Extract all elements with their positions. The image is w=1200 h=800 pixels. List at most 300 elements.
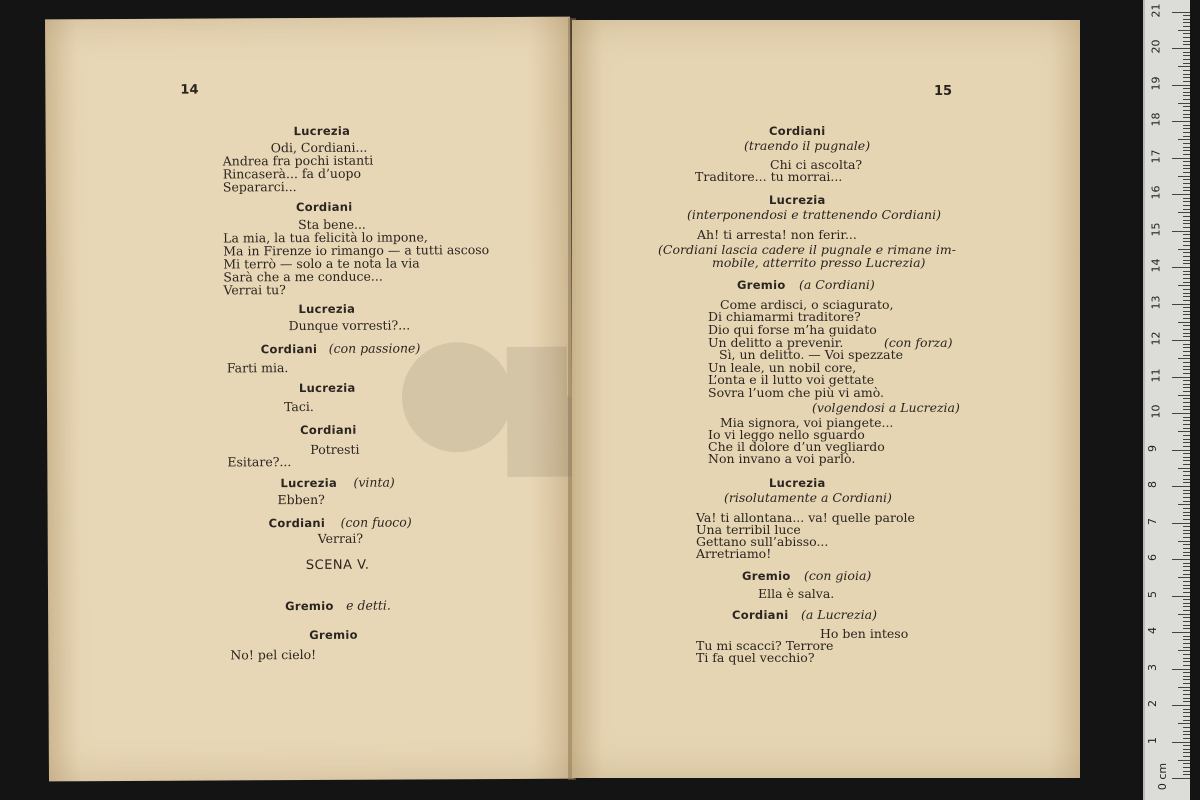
character-name: Gremio bbox=[285, 598, 334, 614]
verse-line: Arretriamo! bbox=[696, 546, 772, 561]
ruler-label: 17 bbox=[1149, 149, 1163, 163]
ruler-tick bbox=[1172, 742, 1190, 743]
ruler-tick bbox=[1183, 252, 1190, 253]
ruler-tick bbox=[1183, 606, 1190, 607]
ruler-tick bbox=[1183, 201, 1190, 202]
ruler-tick bbox=[1183, 701, 1190, 702]
verse-line: La mia, la tua felicità lo impone, bbox=[223, 229, 428, 246]
character-name: Cordiani bbox=[769, 124, 826, 138]
ruler-tick bbox=[1183, 530, 1190, 531]
verse-line: Una terribil luce bbox=[696, 522, 801, 537]
ruler-tick bbox=[1183, 683, 1190, 684]
ruler-tick bbox=[1172, 705, 1190, 706]
ruler-tick bbox=[1178, 322, 1190, 323]
stage-direction: (vinta) bbox=[353, 474, 395, 490]
ruler-tick bbox=[1183, 435, 1190, 436]
ruler-tick bbox=[1183, 329, 1190, 330]
ruler-tick bbox=[1183, 402, 1190, 403]
ruler-tick bbox=[1183, 745, 1190, 746]
ruler-tick bbox=[1183, 749, 1190, 750]
stage-direction: (con fuoco) bbox=[340, 514, 412, 530]
ruler-tick bbox=[1183, 22, 1190, 23]
ruler-tick bbox=[1183, 59, 1190, 60]
ruler-tick bbox=[1183, 311, 1190, 312]
ruler-tick bbox=[1183, 150, 1190, 151]
ruler-tick bbox=[1178, 614, 1190, 615]
ruler-tick bbox=[1183, 74, 1190, 75]
ruler-tick bbox=[1183, 318, 1190, 319]
ruler-tick bbox=[1183, 132, 1190, 133]
ruler-tick bbox=[1183, 15, 1190, 16]
ruler-tick bbox=[1183, 453, 1190, 454]
verse-line: Separarci... bbox=[222, 179, 297, 195]
verse-line: Verrai tu? bbox=[223, 282, 286, 298]
ruler-tick bbox=[1183, 519, 1190, 520]
ruler-label: 5 bbox=[1146, 590, 1159, 598]
ruler-tick bbox=[1183, 355, 1190, 356]
ruler-tick bbox=[1183, 387, 1190, 388]
ruler-tick bbox=[1183, 271, 1190, 272]
verse-line: Di chiamarmi traditore? bbox=[708, 309, 861, 324]
ruler-tick bbox=[1183, 314, 1190, 315]
ruler-tick bbox=[1172, 48, 1190, 49]
ruler-tick bbox=[1183, 763, 1190, 764]
verse-line: Ma in Firenze io rimango — a tutti ascoso bbox=[223, 242, 490, 259]
ruler-tick bbox=[1183, 380, 1190, 381]
ruler-tick bbox=[1183, 117, 1190, 118]
ruler-tick bbox=[1183, 362, 1190, 363]
ruler-label: 8 bbox=[1146, 481, 1159, 488]
ruler-tick bbox=[1183, 168, 1190, 169]
ruler-tick bbox=[1183, 161, 1190, 162]
verse-line: Ebben? bbox=[277, 491, 325, 508]
ruler-tick bbox=[1183, 636, 1190, 637]
character-name: Lucrezia bbox=[293, 123, 351, 139]
ruler-tick bbox=[1183, 110, 1190, 111]
ruler-tick bbox=[1183, 366, 1190, 367]
character-name: Lucrezia bbox=[298, 380, 356, 396]
ruler-tick bbox=[1172, 669, 1190, 670]
ruler-tick bbox=[1183, 223, 1190, 224]
ruler-tick bbox=[1183, 515, 1190, 516]
verse-line: Ella è salva. bbox=[758, 586, 835, 601]
stage-direction: (traendo il pugnale) bbox=[744, 138, 871, 153]
ruler-tick bbox=[1172, 121, 1190, 122]
ruler-tick bbox=[1183, 621, 1190, 622]
ruler-label: 15 bbox=[1149, 222, 1163, 236]
ruler-tick bbox=[1183, 658, 1190, 659]
ruler-tick bbox=[1172, 12, 1190, 13]
ruler-tick bbox=[1183, 720, 1190, 721]
ruler-tick bbox=[1172, 377, 1190, 378]
stage-direction: (Cordiani lascia cadere il pugnale e rimane im- bbox=[658, 242, 956, 257]
ruler-tick bbox=[1183, 369, 1190, 370]
ruler-tick bbox=[1183, 464, 1190, 465]
ruler-tick bbox=[1183, 501, 1190, 502]
ruler-label: 4 bbox=[1146, 627, 1159, 634]
stage-direction: (volgendosi a Lucrezia) bbox=[812, 400, 960, 415]
ruler-tick bbox=[1183, 409, 1190, 410]
ruler-tick bbox=[1183, 263, 1190, 264]
ruler-tick bbox=[1183, 690, 1190, 691]
ruler-tick bbox=[1183, 672, 1190, 673]
stage-direction: (interponendosi e trattenendo Cordiani) bbox=[687, 207, 941, 222]
ruler-label: 18 bbox=[1149, 112, 1163, 127]
ruler-tick bbox=[1178, 30, 1190, 31]
verse-line: Va! ti allontana... va! quelle parole bbox=[696, 510, 915, 525]
verse-line: Rincaserà... fa d’uopo bbox=[222, 165, 362, 182]
ruler-tick bbox=[1183, 738, 1190, 739]
ruler-tick bbox=[1172, 523, 1190, 524]
ruler-tick bbox=[1183, 37, 1190, 38]
ruler-tick bbox=[1183, 460, 1190, 461]
ruler-tick bbox=[1183, 694, 1190, 695]
character-name: Lucrezia bbox=[769, 193, 826, 207]
verse-line: Traditore... tu morrai... bbox=[695, 169, 843, 184]
measurement-ruler bbox=[1143, 0, 1190, 800]
ruler-label: 21 bbox=[1149, 3, 1163, 17]
ruler-tick bbox=[1183, 537, 1190, 538]
ruler-tick bbox=[1178, 103, 1190, 104]
ruler-tick bbox=[1183, 727, 1190, 728]
left-page bbox=[45, 17, 574, 782]
ruler-tick bbox=[1183, 424, 1190, 425]
ruler-tick bbox=[1178, 723, 1190, 724]
ruler-tick bbox=[1183, 70, 1190, 71]
ruler-tick bbox=[1172, 158, 1190, 159]
ruler-tick bbox=[1183, 92, 1190, 93]
verse-line: Sì, un delitto. — Voi spezzate bbox=[719, 347, 903, 362]
ruler-tick bbox=[1183, 205, 1190, 206]
verse-line: Ah! ti arresta! non ferir... bbox=[697, 227, 857, 242]
ruler-label: 19 bbox=[1149, 76, 1163, 90]
ruler-tick bbox=[1183, 190, 1190, 191]
verse-line: No! pel cielo! bbox=[230, 646, 317, 663]
ruler-label: 13 bbox=[1149, 295, 1163, 309]
verse-line: Andrea fra pochi istanti bbox=[222, 152, 374, 169]
ruler-tick bbox=[1183, 209, 1190, 210]
ruler-tick bbox=[1183, 325, 1190, 326]
ruler-tick bbox=[1183, 574, 1190, 575]
verse-line: Non invano a voi parlò. bbox=[708, 451, 856, 466]
ruler-tick bbox=[1183, 227, 1190, 228]
ruler-tick bbox=[1178, 541, 1190, 542]
ruler-label: 6 bbox=[1146, 554, 1159, 561]
ruler-label: 7 bbox=[1146, 517, 1159, 525]
ruler-tick bbox=[1183, 274, 1190, 275]
verse-line: Gettano sull’abisso... bbox=[696, 534, 829, 549]
ruler-tick bbox=[1183, 442, 1190, 443]
ruler-tick bbox=[1183, 512, 1190, 513]
ruler-tick bbox=[1183, 508, 1190, 509]
ruler-tick bbox=[1183, 479, 1190, 480]
ruler-label: 2 bbox=[1146, 700, 1159, 707]
ruler-label: 12 bbox=[1149, 331, 1163, 346]
ruler-tick bbox=[1183, 752, 1190, 753]
ruler-tick bbox=[1183, 384, 1190, 385]
ruler-tick bbox=[1183, 628, 1190, 629]
ruler-tick bbox=[1183, 420, 1190, 421]
ruler-tick bbox=[1183, 417, 1190, 418]
verse-line: Esitare?... bbox=[227, 454, 292, 470]
right-page bbox=[572, 20, 1080, 778]
ruler-tick bbox=[1172, 559, 1190, 560]
ruler-tick bbox=[1183, 398, 1190, 399]
ruler-tick bbox=[1172, 267, 1190, 268]
ruler-tick bbox=[1183, 771, 1190, 772]
ruler-tick bbox=[1183, 552, 1190, 553]
character-name: Cordiani bbox=[732, 608, 789, 622]
character-name: Lucrezia bbox=[298, 301, 356, 317]
ruler-tick bbox=[1178, 650, 1190, 651]
ruler-tick bbox=[1172, 450, 1190, 451]
ruler-tick bbox=[1183, 143, 1190, 144]
character-name: Gremio bbox=[737, 278, 786, 292]
ruler-tick bbox=[1172, 413, 1190, 414]
ruler-tick bbox=[1183, 351, 1190, 352]
page-number: 15 bbox=[934, 84, 953, 99]
ruler-tick bbox=[1183, 490, 1190, 491]
ruler-label: 1 bbox=[1146, 736, 1159, 744]
ruler-tick bbox=[1183, 585, 1190, 586]
character-name: Cordiani bbox=[295, 199, 353, 215]
ruler-tick bbox=[1183, 216, 1190, 217]
verse-line: Che il dolore d’un vegliardo bbox=[708, 439, 885, 454]
ruler-tick bbox=[1183, 709, 1190, 710]
ruler-tick bbox=[1178, 212, 1190, 213]
ruler-tick bbox=[1183, 147, 1190, 148]
stage-direction: e detti. bbox=[346, 597, 391, 613]
ruler-tick bbox=[1183, 154, 1190, 155]
ruler-tick bbox=[1183, 19, 1190, 20]
ruler-tick bbox=[1183, 172, 1190, 173]
ruler-tick bbox=[1178, 687, 1190, 688]
verse-line: Sovra l’uom che più vi amò. bbox=[708, 385, 884, 400]
verse-line: Ti fa quel vecchio? bbox=[696, 650, 815, 665]
ruler-tick bbox=[1178, 66, 1190, 67]
ruler-tick bbox=[1183, 198, 1190, 199]
ruler-tick bbox=[1183, 41, 1190, 42]
verse-line: Farti mia. bbox=[226, 360, 289, 376]
character-name: Cordiani bbox=[260, 341, 318, 357]
ruler-label: 0 cm bbox=[1156, 762, 1170, 791]
ruler-tick bbox=[1183, 588, 1190, 589]
ruler-tick bbox=[1183, 44, 1190, 45]
ruler-tick bbox=[1178, 285, 1190, 286]
ruler-tick bbox=[1183, 716, 1190, 717]
ruler-label: 11 bbox=[1149, 368, 1163, 382]
ruler-tick bbox=[1183, 63, 1190, 64]
ruler-tick bbox=[1183, 256, 1190, 257]
ruler-tick bbox=[1183, 566, 1190, 567]
ruler-tick bbox=[1183, 106, 1190, 107]
character-name: Cordiani bbox=[268, 515, 326, 531]
ruler-tick bbox=[1183, 698, 1190, 699]
ruler-tick bbox=[1178, 139, 1190, 140]
ruler-tick bbox=[1183, 293, 1190, 294]
ruler-tick bbox=[1183, 493, 1190, 494]
stage-direction: (risolutamente a Cordiani) bbox=[724, 490, 892, 505]
ruler-tick bbox=[1172, 596, 1190, 597]
stage-direction: (a Cordiani) bbox=[799, 277, 875, 292]
ruler-tick bbox=[1183, 654, 1190, 655]
verse-line: Un delitto a prevenir. bbox=[708, 335, 844, 350]
verse-line: Verrai? bbox=[317, 530, 364, 546]
ruler-label: 10 bbox=[1149, 404, 1163, 419]
ruler-tick bbox=[1172, 486, 1190, 487]
verse-line: Chi ci ascolta? bbox=[770, 157, 863, 172]
ruler-tick bbox=[1183, 639, 1190, 640]
ruler-tick bbox=[1183, 187, 1190, 188]
ruler-tick bbox=[1183, 391, 1190, 392]
ruler-tick bbox=[1183, 457, 1190, 458]
character-name: Cordiani bbox=[300, 422, 357, 438]
page-number: 14 bbox=[180, 82, 199, 98]
ruler-tick bbox=[1183, 260, 1190, 261]
ruler-tick bbox=[1183, 676, 1190, 677]
ruler-tick bbox=[1183, 26, 1190, 27]
ruler-tick bbox=[1178, 577, 1190, 578]
character-name: Lucrezia bbox=[769, 476, 826, 490]
ruler-tick bbox=[1183, 52, 1190, 53]
verse-line: Sta bene... bbox=[298, 216, 366, 233]
verse-line: Sarà che a me conduce... bbox=[223, 268, 383, 285]
ruler-tick bbox=[1183, 734, 1190, 735]
ruler-tick bbox=[1183, 599, 1190, 600]
ruler-tick bbox=[1172, 194, 1190, 195]
stage-direction: (con forza) bbox=[884, 335, 953, 350]
ruler-label: 16 bbox=[1149, 185, 1163, 200]
ruler-tick bbox=[1183, 570, 1190, 571]
ruler-tick bbox=[1183, 482, 1190, 483]
ruler-tick bbox=[1183, 241, 1190, 242]
ruler-tick bbox=[1183, 183, 1190, 184]
ruler-tick bbox=[1183, 55, 1190, 56]
verse-line: Dio qui forse m’ha guidato bbox=[708, 322, 877, 337]
ruler-tick bbox=[1183, 33, 1190, 34]
ruler-tick bbox=[1183, 756, 1190, 757]
ruler-tick bbox=[1183, 296, 1190, 297]
ruler-tick bbox=[1183, 278, 1190, 279]
ruler-label: 20 bbox=[1149, 39, 1163, 54]
ruler-tick bbox=[1183, 114, 1190, 115]
verse-line: Odi, Cordiani... bbox=[270, 139, 368, 156]
scene-heading: SCENA V. bbox=[305, 557, 370, 574]
verse-line: Come ardisci, o sciagurato, bbox=[720, 297, 894, 312]
ruler-tick bbox=[1183, 767, 1190, 768]
ruler-tick bbox=[1178, 760, 1190, 761]
ruler-tick bbox=[1183, 234, 1190, 235]
ruler-tick bbox=[1183, 439, 1190, 440]
verse-line: Tu mi scacci? Terrore bbox=[696, 638, 834, 653]
verse-line: Taci. bbox=[284, 398, 314, 415]
ruler-tick bbox=[1183, 406, 1190, 407]
ruler-tick bbox=[1183, 282, 1190, 283]
ruler-tick bbox=[1183, 661, 1190, 662]
ruler-tick bbox=[1172, 778, 1190, 779]
ruler-tick bbox=[1183, 289, 1190, 290]
ruler-tick bbox=[1183, 307, 1190, 308]
ruler-tick bbox=[1183, 526, 1190, 527]
ruler-tick bbox=[1183, 446, 1190, 447]
ruler-tick bbox=[1183, 99, 1190, 100]
ruler-tick bbox=[1183, 300, 1190, 301]
ruler-tick bbox=[1183, 774, 1190, 775]
ruler-tick bbox=[1183, 136, 1190, 137]
ruler-tick bbox=[1178, 358, 1190, 359]
ruler-tick bbox=[1183, 731, 1190, 732]
ruler-tick bbox=[1183, 679, 1190, 680]
ruler-label: 9 bbox=[1146, 444, 1159, 452]
ruler-tick bbox=[1183, 555, 1190, 556]
ruler-tick bbox=[1178, 395, 1190, 396]
ruler-tick bbox=[1172, 304, 1190, 305]
ruler-tick bbox=[1183, 344, 1190, 345]
verse-line: Ho ben inteso bbox=[820, 626, 909, 641]
ruler-tick bbox=[1183, 128, 1190, 129]
verse-line: Dunque vorresti?... bbox=[288, 317, 411, 334]
stage-direction: mobile, atterrito presso Lucrezia) bbox=[712, 255, 926, 270]
verse-line: Mia signora, voi piangete... bbox=[720, 415, 894, 430]
verse-line: Io vi leggo nello sguardo bbox=[708, 427, 865, 442]
verse-line: Un leale, un nobil core, bbox=[708, 360, 857, 375]
ruler-tick bbox=[1183, 592, 1190, 593]
ruler-tick bbox=[1183, 625, 1190, 626]
ruler-tick bbox=[1183, 125, 1190, 126]
ruler-tick bbox=[1183, 544, 1190, 545]
ruler-tick bbox=[1183, 617, 1190, 618]
ruler-tick bbox=[1183, 179, 1190, 180]
stage-direction: (con passione) bbox=[328, 340, 421, 356]
character-name: Lucrezia bbox=[280, 475, 338, 491]
ruler-tick bbox=[1183, 603, 1190, 604]
ruler-label: 14 bbox=[1149, 258, 1163, 273]
ruler-tick bbox=[1172, 231, 1190, 232]
stage-direction: (con gioia) bbox=[804, 568, 872, 583]
ruler-tick bbox=[1178, 176, 1190, 177]
ruler-tick bbox=[1183, 610, 1190, 611]
ruler-tick bbox=[1183, 347, 1190, 348]
ruler-tick bbox=[1183, 77, 1190, 78]
ruler-tick bbox=[1178, 468, 1190, 469]
ruler-tick bbox=[1183, 475, 1190, 476]
ruler-tick bbox=[1178, 431, 1190, 432]
ruler-label: 3 bbox=[1146, 663, 1159, 671]
ruler-tick bbox=[1178, 504, 1190, 505]
ruler-tick bbox=[1183, 428, 1190, 429]
ruler-tick bbox=[1183, 238, 1190, 239]
ruler-tick bbox=[1183, 471, 1190, 472]
ruler-tick bbox=[1183, 81, 1190, 82]
ruler-tick bbox=[1178, 249, 1190, 250]
ruler-tick bbox=[1183, 336, 1190, 337]
stage-direction: (a Lucrezia) bbox=[801, 607, 877, 622]
ruler-tick bbox=[1183, 88, 1190, 89]
ruler-tick bbox=[1183, 497, 1190, 498]
character-name: Gremio bbox=[742, 569, 791, 583]
ruler-tick bbox=[1183, 373, 1190, 374]
ruler-tick bbox=[1183, 95, 1190, 96]
ruler-tick bbox=[1183, 220, 1190, 221]
ruler-tick bbox=[1183, 647, 1190, 648]
ruler-tick bbox=[1172, 85, 1190, 86]
ruler-tick bbox=[1172, 340, 1190, 341]
ruler-tick bbox=[1183, 165, 1190, 166]
ruler-tick bbox=[1183, 533, 1190, 534]
ruler-tick bbox=[1183, 548, 1190, 549]
ruler-tick bbox=[1183, 245, 1190, 246]
ruler-tick bbox=[1183, 643, 1190, 644]
